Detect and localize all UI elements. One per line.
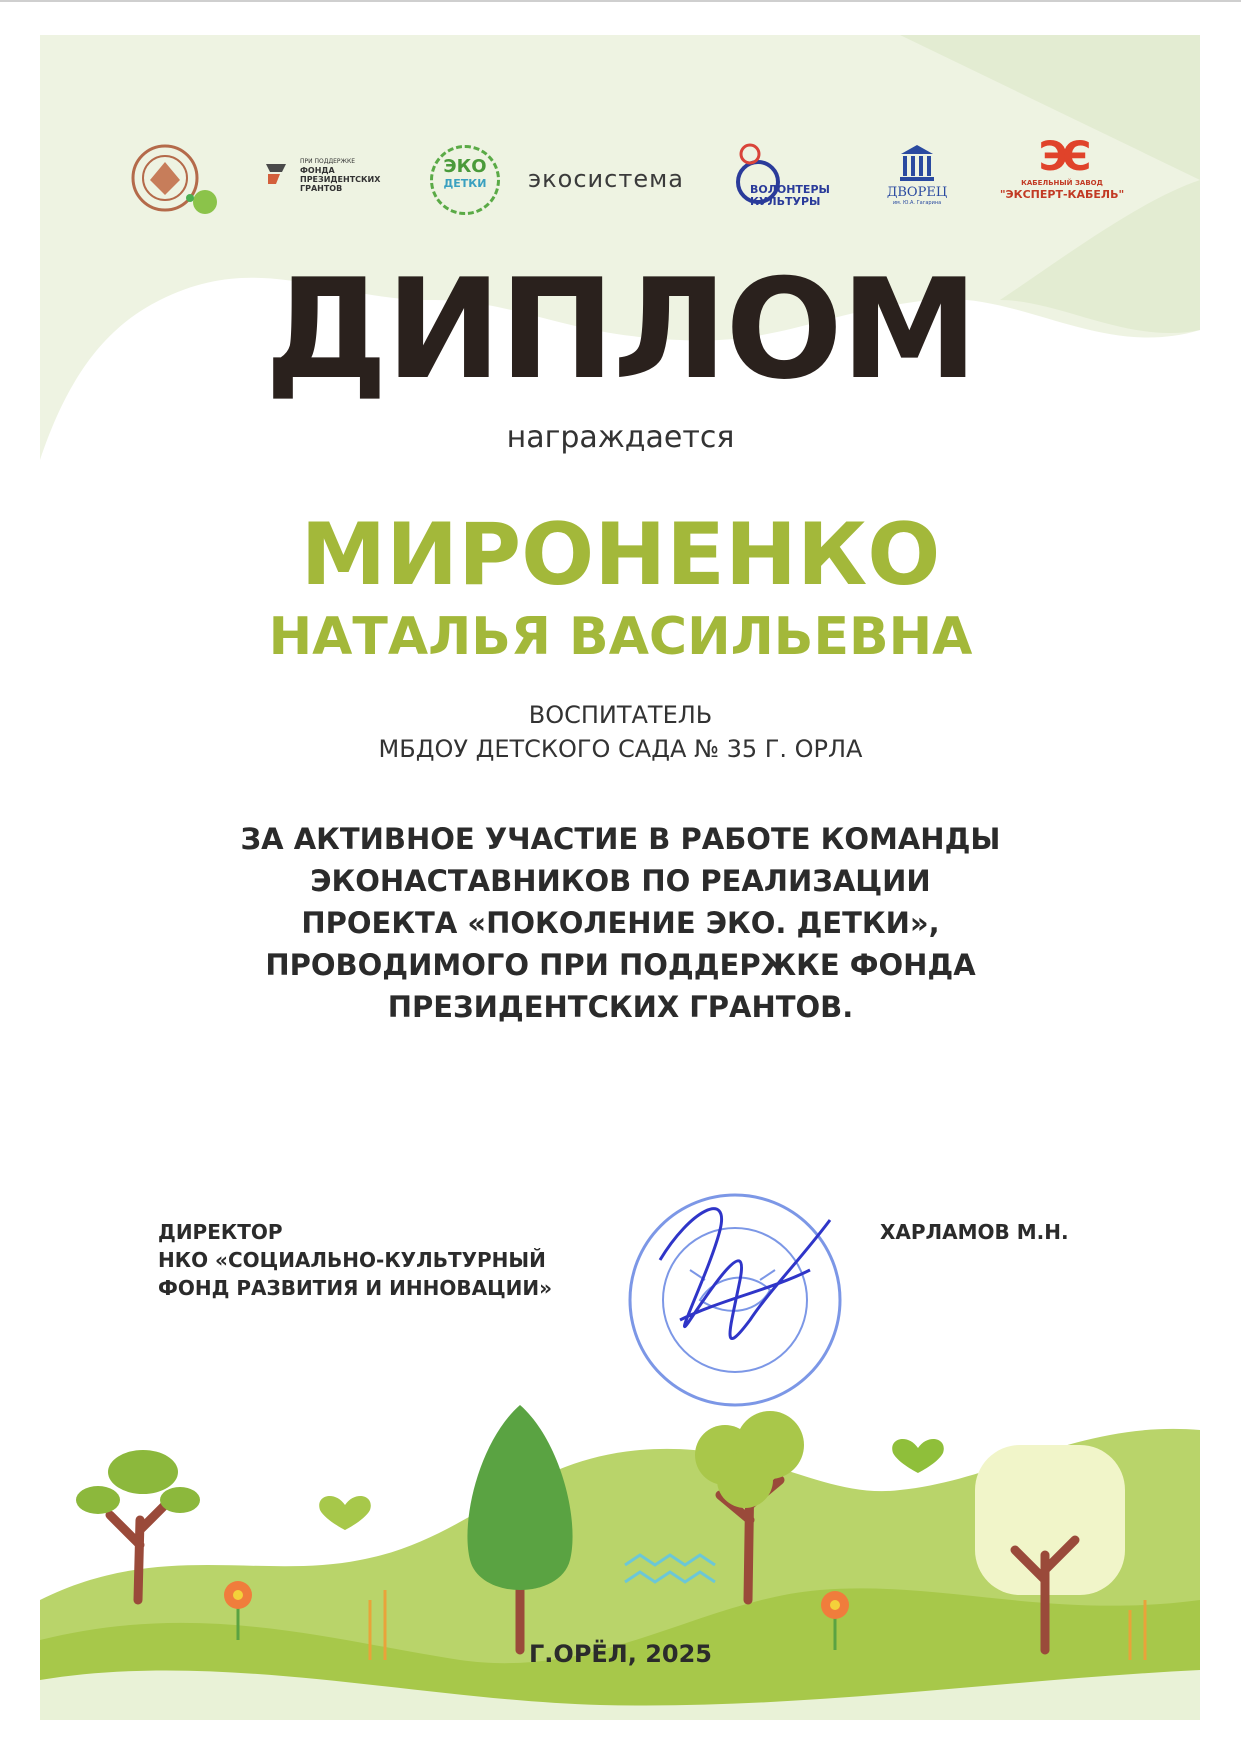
signer-role: ДИРЕКТОР xyxy=(158,1220,283,1244)
volunteers-logo xyxy=(730,142,840,212)
heart-left xyxy=(319,1496,371,1530)
palace-line2: им. Ю.А. Гагарина xyxy=(892,200,942,206)
palace-line1: ДВОРЕЦ xyxy=(886,185,948,200)
signer-org-line1: НКО «СОЦИАЛЬНО-КУЛЬТУРНЫЙ xyxy=(158,1248,546,1272)
cable-line2: "ЭКСПЕРТ-КАБЕЛЬ" xyxy=(999,188,1125,201)
signer-title-block xyxy=(158,1218,638,1302)
recipient-given-names: НАТАЛЬЯ ВАСИЛЬЕВНА xyxy=(268,607,973,667)
cable-line1: КАБЕЛЬНЫЙ ЗАВОД xyxy=(1021,179,1103,187)
emblem-logo xyxy=(130,140,230,220)
palace-building-icon xyxy=(897,142,937,182)
fpg-line4: ГРАНТОВ xyxy=(300,184,343,193)
fpg-line1: ПРИ ПОДДЕРЖКЕ xyxy=(300,158,356,165)
recipient-surname: МИРОНЕНКО xyxy=(300,505,941,605)
diploma-title: ДИПЛОМ xyxy=(264,249,977,410)
ecosystem-logo: экосистема xyxy=(528,165,684,193)
expert-cable-logo xyxy=(992,135,1132,215)
logo-row xyxy=(0,0,1241,260)
presidential-grants-icon xyxy=(262,160,290,188)
recipient-position xyxy=(0,698,1241,766)
awarded-label: награждается xyxy=(506,420,735,455)
signer-name: ХАРЛАМОВ М.Н. xyxy=(880,1220,1069,1244)
volunteers-line1: ВОЛОНТЕРЫ xyxy=(750,183,830,196)
position-title: ВОСПИТАТЕЛЬ xyxy=(528,701,713,729)
place-and-year: Г.ОРЁЛ, 2025 xyxy=(529,1640,712,1668)
position-organization: МБДОУ ДЕТСКОГО САДА № 35 Г. ОРЛА xyxy=(378,735,863,763)
signer-org-line2: ФОНД РАЗВИТИЯ И ИННОВАЦИИ» xyxy=(158,1276,553,1300)
fpg-line2: ФОНДА xyxy=(300,166,335,175)
eco-detki-line2: ДЕТКИ xyxy=(443,177,487,190)
reason-line: ПРЕЗИДЕНТСКИХ ГРАНТОВ. xyxy=(387,990,854,1024)
eco-detki-line1: ЭКО xyxy=(443,156,487,177)
award-reason xyxy=(160,818,1081,1028)
reason-line: ЗА АКТИВНОЕ УЧАСТИЕ В РАБОТЕ КОМАНДЫ xyxy=(240,822,1001,856)
reason-line: ЭКОНАСТАВНИКОВ ПО РЕАЛИЗАЦИИ xyxy=(310,864,931,898)
eco-detki-logo xyxy=(430,145,500,215)
heart-right xyxy=(892,1439,944,1473)
palace-logo xyxy=(882,142,952,212)
reason-line: ПРОВОДИМОГО ПРИ ПОДДЕРЖКЕ ФОНДА xyxy=(265,948,976,982)
volunteers-line2: КУЛЬТУРЫ xyxy=(750,195,821,208)
reason-line: ПРОЕКТА «ПОКОЛЕНИЕ ЭКО. ДЕТКИ», xyxy=(301,906,940,940)
expert-cable-symbol-icon: ЭЄ xyxy=(1038,134,1086,180)
official-stamp xyxy=(600,1170,860,1430)
fpg-line3: ПРЕЗИДЕНТСКИХ xyxy=(300,175,381,184)
